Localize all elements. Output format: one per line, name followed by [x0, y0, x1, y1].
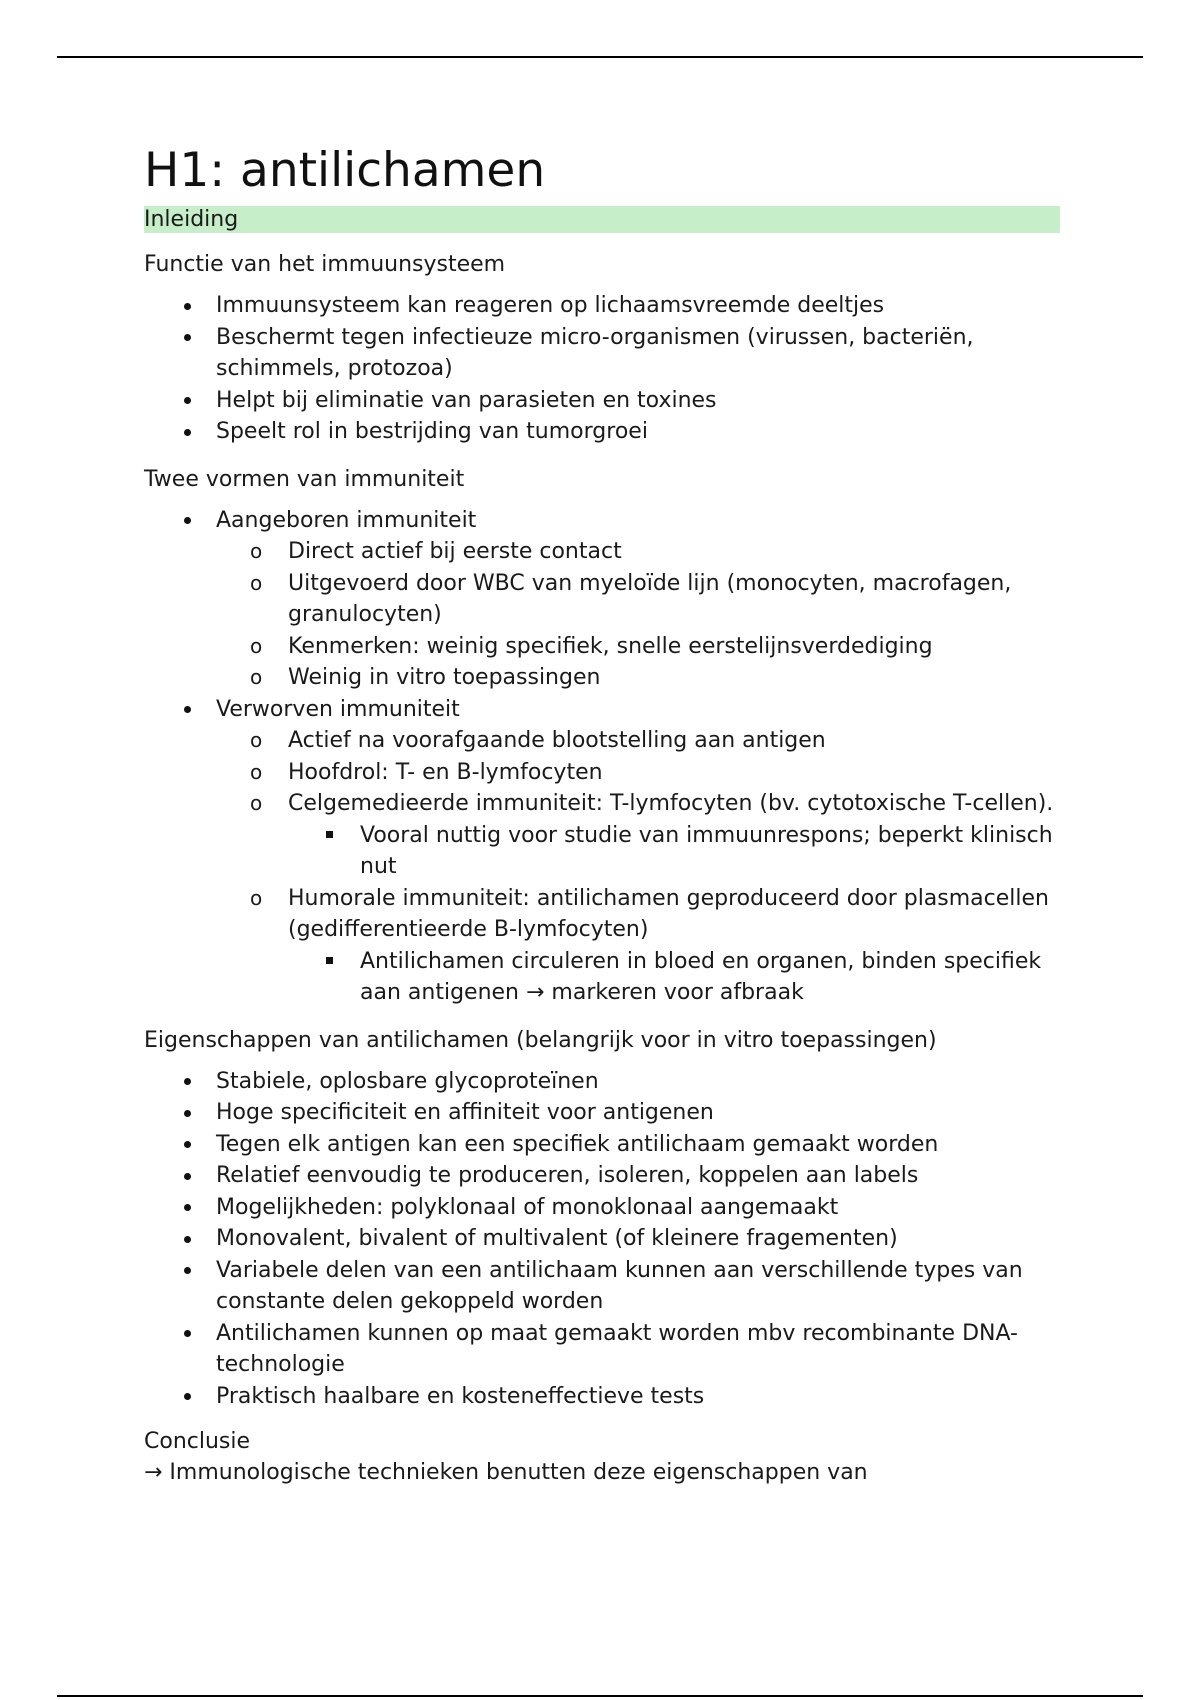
bullet-icon [178, 1318, 192, 1350]
circle-bullet-icon: o [250, 665, 263, 689]
list-item: Antilichamen kunnen op maat gemaakt worden mbv recombinante DNA-technologie [144, 1318, 1060, 1381]
section-heading: Inleiding [144, 206, 1060, 233]
bullet-icon [178, 1129, 192, 1161]
sub-list-item: o Uitgevoerd door WBC van myeloïde lijn (monocyten, macrofagen, granulocyten) [216, 568, 1060, 631]
bullet-icon [178, 694, 192, 726]
humoral-sublist [288, 946, 1060, 1009]
top-rule [57, 56, 1143, 58]
bullet-icon [178, 1223, 192, 1255]
block3-heading: Eigenschappen van antilichamen (belangrijk voor in vitro toepassingen) [144, 1027, 937, 1053]
sub-sub-list-item: Antilichamen circuleren in bloed en organen, binden specifiek aan antigenen → markeren voor afbraak [288, 946, 1060, 1009]
circle-bullet-icon: o [250, 728, 263, 752]
square-bullet-icon [288, 946, 360, 978]
cellular-sublist [288, 820, 1060, 883]
bullet-icon [178, 385, 192, 417]
list-item: Hoge specificiteit en affiniteit voor antigenen [144, 1097, 1060, 1129]
circle-bullet-icon: o [250, 791, 263, 815]
list-item: Speelt rol in bestrijding van tumorgroei [144, 416, 1060, 448]
bullet-icon [178, 505, 192, 537]
bullet-icon [178, 1192, 192, 1224]
bullet-icon [178, 1160, 192, 1192]
sub-list-item: o Actief na voorafgaande blootstelling aan antigen [216, 725, 1060, 757]
bullet-icon [178, 322, 192, 354]
conclusion-text: → Immunologische technieken benutten deze eigenschappen van [144, 1460, 868, 1485]
acquired-sublist [216, 725, 1060, 1009]
sub-list-item: o Celgemedieerde immuniteit: T-lymfocyten (bv. cytotoxische T-cellen). Vooral nuttig voor studie van immuunrespons; beperkt klinisch nut [216, 788, 1060, 883]
bullet-icon [178, 1097, 192, 1129]
sub-list-item: o Weinig in vitro toepassingen [216, 662, 1060, 694]
sub-list-item: o Direct actief bij eerste contact [216, 536, 1060, 568]
sub-sub-list-item: Vooral nuttig voor studie van immuunrespons; beperkt klinisch nut [288, 820, 1060, 883]
circle-bullet-icon: o [250, 539, 263, 563]
page-title: H1: antilichamen [144, 143, 546, 198]
document-body [144, 140, 1060, 1488]
bullet-icon [178, 1066, 192, 1098]
list-item: Variabele delen van een antilichaam kunnen aan verschillende types van constante delen gekoppeld worden [144, 1255, 1060, 1318]
list-item: Mogelijkheden: polyklonaal of monoklonaal aangemaakt [144, 1192, 1060, 1224]
circle-bullet-icon: o [250, 570, 263, 595]
sub-list-item: o Humorale immuniteit: antilichamen geproduceerd door plasmacellen (gedifferentieerde B-lymfocyten) Antilichamen circuleren in bloed en organen, binden specifiek aan antigenen → markeren voor afbraak [216, 883, 1060, 1009]
bullet-icon [178, 1381, 192, 1413]
sub-list-item: o Hoofdrol: T- en B-lymfocyten [216, 757, 1060, 789]
list-item: Tegen elk antigen kan een specifiek antilichaam gemaakt worden [144, 1129, 1060, 1161]
list-item: Stabiele, oplosbare glycoproteïnen [144, 1066, 1060, 1098]
block1-list [144, 290, 1060, 448]
list-item: Immuunsysteem kan reageren op lichaamsvreemde deeltjes [144, 290, 1060, 322]
bullet-icon [178, 290, 192, 322]
innate-sublist [216, 536, 1060, 694]
block2-heading: Twee vormen van immuniteit [144, 466, 465, 492]
circle-bullet-icon: o [250, 759, 263, 784]
list-item: Praktisch haalbare en kosteneffectieve tests [144, 1381, 1060, 1413]
bottom-rule [57, 1695, 1143, 1697]
list-item-acquired: Verworven immuniteit o Actief na voorafgaande blootstelling aan antigen o Hoofdrol: T- en B-lymfocyten o Celgemedieerde immuniteit: T-lymfocyten (bv. cytotoxische T-cellen). Vooral nuttig voor studie van immuunrespons; beperkt klinisch nut o Humorale immuniteit: antilichamen geproduceerd door plasmacellen (gedifferentieerde B-lymfocyten) Antilichamen circuleren in bloed en organen, binden specifiek aan antigenen → markeren voor afbraak [144, 694, 1060, 1009]
square-bullet-icon [288, 820, 360, 852]
list-item-innate: Aangeboren immuniteit o Direct actief bij eerste contact o Uitgevoerd door WBC van myeloïde lijn (monocyten, macrofagen, granulocyten) o Kenmerken: weinig specifiek, snelle eerstelijnsverdediging o Weinig in vitro toepassingen [144, 505, 1060, 694]
bullet-icon [178, 416, 192, 448]
block2-list [144, 505, 1060, 1009]
block1-heading: Functie van het immuunsysteem [144, 252, 506, 277]
list-item: Monovalent, bivalent of multivalent (of kleinere fragementen) [144, 1223, 1060, 1255]
bullet-icon [178, 1255, 192, 1287]
circle-bullet-icon: o [250, 633, 263, 658]
sub-list-item: o Kenmerken: weinig specifiek, snelle eerstelijnsverdediging [216, 631, 1060, 663]
list-item: Relatief eenvoudig te produceren, isoleren, koppelen aan labels [144, 1160, 1060, 1192]
list-item: Beschermt tegen infectieuze micro-organismen (virussen, bacteriën, schimmels, protozoa) [144, 322, 1060, 385]
list-item: Helpt bij eliminatie van parasieten en toxines [144, 385, 1060, 417]
block3-list [144, 1066, 1060, 1413]
conclusion-heading: Conclusie [144, 1429, 251, 1454]
circle-bullet-icon: o [250, 885, 263, 910]
